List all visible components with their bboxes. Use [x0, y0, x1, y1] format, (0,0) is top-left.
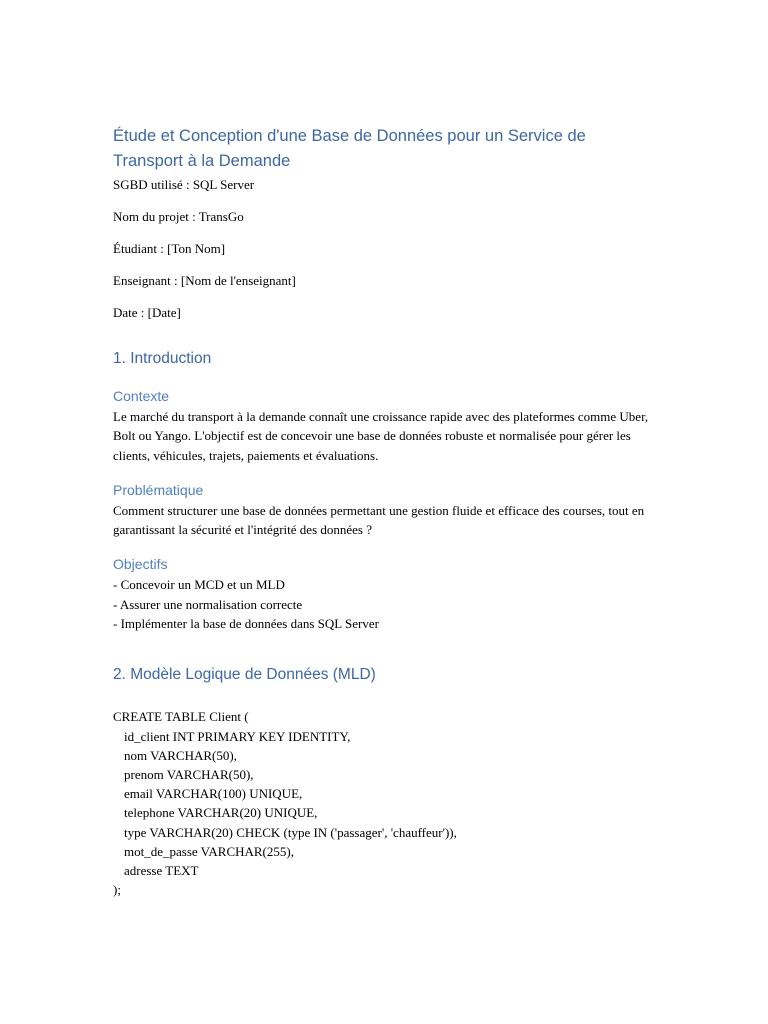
list-item: - Concevoir un MCD et un MLD	[113, 577, 285, 593]
section-2-heading: 2. Modèle Logique de Données (MLD)	[113, 666, 376, 684]
code-line: telephone VARCHAR(20) UNIQUE,	[124, 805, 318, 821]
objectifs-heading: Objectifs	[113, 556, 168, 573]
code-line: CREATE TABLE Client (	[113, 709, 249, 725]
code-line: email VARCHAR(100) UNIQUE,	[124, 786, 303, 802]
problematique-paragraph: Comment structurer une base de données permettant une gestion fluide et efficace des courses, tout en garantissant la sécurité et l'intégrité des données ?	[113, 502, 645, 538]
code-line: type VARCHAR(20) CHECK (type IN ('passager', 'chauffeur')),	[124, 824, 457, 840]
list-item: - Implémenter la base de données dans SQL Server	[113, 616, 379, 632]
code-line: );	[113, 882, 121, 898]
meta-date: Date : [Date]	[113, 305, 181, 320]
document-meta	[113, 177, 658, 321]
document-title: Étude et Conception d'une Base de Données pour un Service de Transport à la Demande	[113, 127, 586, 170]
meta-student: Étudiant : [Ton Nom]	[113, 241, 226, 256]
list-item: - Assurer une normalisation correcte	[113, 596, 303, 612]
code-line: prenom VARCHAR(50),	[124, 766, 254, 782]
sql-code-block	[113, 707, 658, 899]
code-line: id_client INT PRIMARY KEY IDENTITY,	[124, 728, 351, 744]
contexte-paragraph: Le marché du transport à la demande connaît une croissance rapide avec des plateformes comme Uber, Bolt ou Yango. L'objectif est de concevoir une base de données robuste et normalisée pour gérer les clients, véhicules, trajets, paiements et évaluations.	[113, 409, 649, 463]
meta-teacher: Enseignant : [Nom de l'enseignant]	[113, 273, 296, 288]
problematique-heading: Problématique	[113, 481, 204, 498]
meta-project: Nom du projet : TransGo	[113, 209, 244, 224]
document-body	[113, 124, 658, 899]
meta-sgbd: SGBD utilisé : SQL Server	[113, 177, 255, 192]
code-line: adresse TEXT	[124, 863, 199, 878]
code-line: nom VARCHAR(50),	[124, 747, 237, 763]
section-1-heading: 1. Introduction	[113, 350, 212, 367]
contexte-heading: Contexte	[113, 388, 170, 404]
objectifs-list	[113, 575, 658, 633]
code-line: mot_de_passe VARCHAR(255),	[124, 843, 294, 859]
